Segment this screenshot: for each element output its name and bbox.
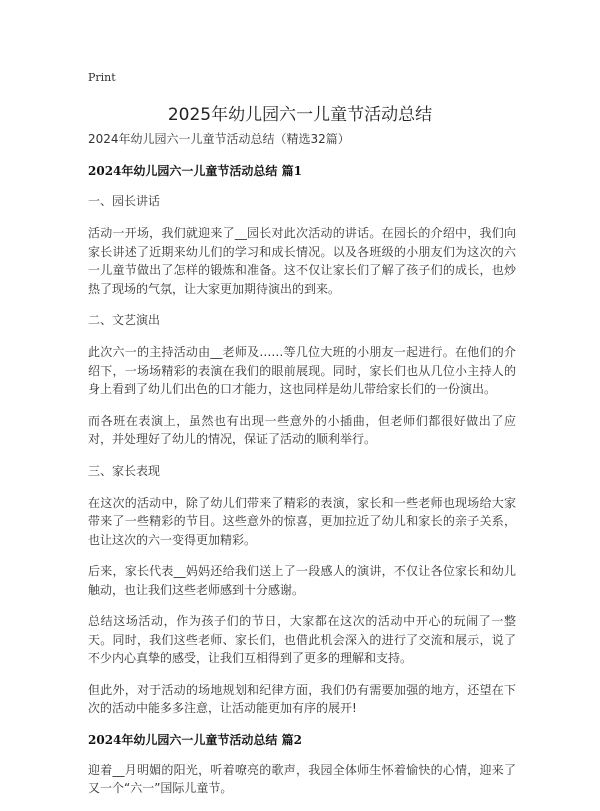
article-subtitle: 2024年幼儿园六一儿童节活动总结（精选32篇） [88, 132, 350, 146]
paragraph: 后来，家长代表__妈妈还给我们送上了一段感人的演讲，不仅让各位家长和幼儿触动，也让我们这些老师感到十分感谢。 [88, 564, 516, 597]
paragraph: 但此外，对于活动的场地规划和纪律方面，我们仍有需要加强的地方，还望在下次的活动中能多多注意，让活动能更加有序的展开! [88, 682, 516, 715]
article-body [88, 130, 516, 811]
paragraph: 总结这场活动，作为孩子们的节日，大家都在这次的活动中开心的玩闹了一整天。同时，我们这些老师、家长们，也借此机会深入的进行了交流和展示，说了不少内心真挚的感受，让我们互相得到了更多的理解和支持。 [88, 614, 516, 665]
part-title-parents: 三、家长表现 [88, 463, 161, 478]
part-title-principal-speech: 一、园长讲话 [88, 194, 161, 208]
paragraph: 而各班在表演上，虽然也有出现一些意外的小插曲，但老师们都很好做出了应对，并处理好了幼儿的情况，保证了活动的顺利举行。 [88, 413, 516, 446]
paragraph: 活动一开场，我们就迎来了__园长对此次活动的讲话。在园长的介绍中，我们向家长讲述了近期来幼儿们的学习和成长情况。以及各班级的小朋友们为这次的六一儿童节做出了怎样的锻炼和准备。这不仅让家长们了解了孩子们的成长，也炒热了现场的气氛，让大家更加期待演出的到来。 [88, 226, 516, 296]
part-title-performance: 二、文艺演出 [88, 313, 161, 327]
section-heading-1: 2024年幼儿园六一儿童节活动总结 篇1 [88, 164, 302, 178]
paragraph: 迎着__月明媚的阳光，听着嘹亮的歌声，我园全体师生怀着愉快的心情，迎来了又一个“六一”国际儿童节。 [88, 762, 516, 795]
section-heading-2: 2024年幼儿园六一儿童节活动总结 篇2 [88, 732, 302, 747]
print-link[interactable]: Print [88, 71, 116, 84]
paragraph: 此次六一的主持活动由__老师及……等几位大班的小朋友一起进行。在他们的介绍下，一场场精彩的表演在我们的眼前展现。同时，家长们也从几位小主持人的身上看到了幼儿们出色的口才能力，这也同样是幼儿带给家长们的一份演出。 [88, 345, 516, 396]
paragraph: 在这次的活动中，除了幼儿们带来了精彩的表演，家长和一些老师也现场给大家带来了一些精彩的节目。这些意外的惊喜，更加拉近了幼儿和家长的亲子关系，也让这次的六一变得更加精彩。 [88, 495, 516, 547]
page-title: 2025年幼儿园六一儿童节活动总结 [167, 105, 433, 125]
